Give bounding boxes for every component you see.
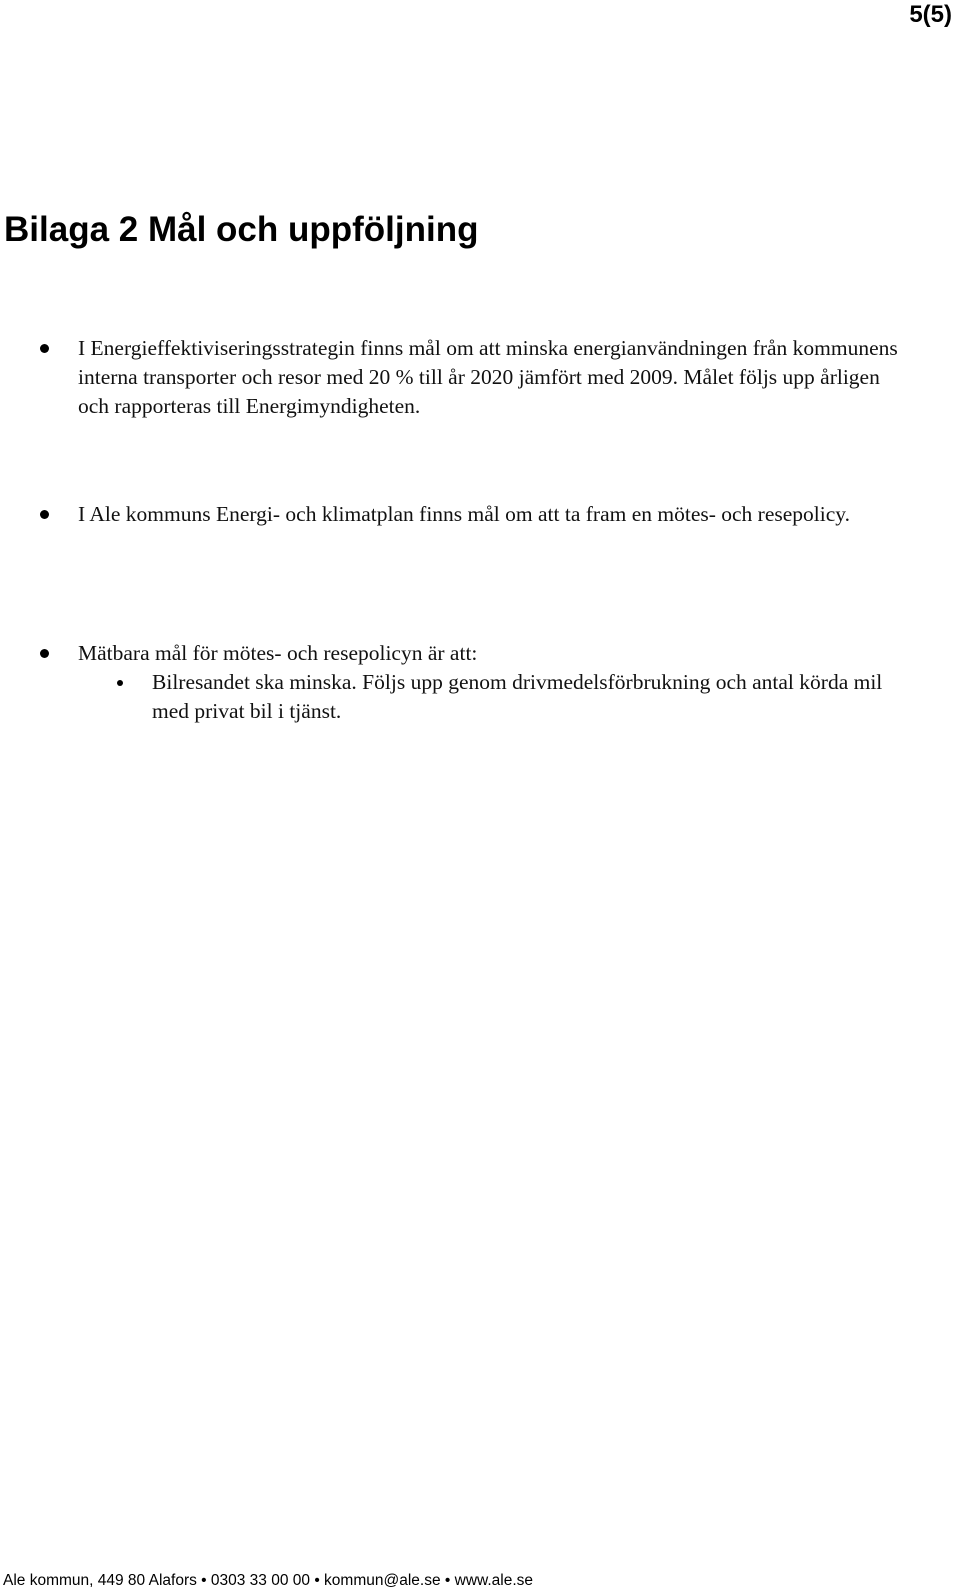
footer-contact: Ale kommun, 449 80 Alafors • 0303 33 00 00 • kommun@ale.se • www.ale.se [3, 1572, 534, 1589]
list-item [0, 500, 900, 529]
sub-list-item-text: Bilresandet ska minska. Följs upp genom drivmedelsförbrukning och antal körda mil med privat bil i tjänst. [152, 670, 883, 723]
bullet-icon [40, 510, 49, 519]
list-item-text: Mätbara mål för mötes- och resepolicyn är att: [78, 641, 478, 665]
bullet-icon [40, 344, 49, 353]
page-number: 5(5) [909, 1, 952, 28]
bullet-list [0, 334, 900, 421]
bullet-list [0, 639, 900, 726]
bullet-list [0, 500, 900, 529]
page-title: Bilaga 2 Mål och uppföljning [4, 210, 479, 249]
list-item [0, 639, 900, 726]
sub-bullet-list [78, 668, 900, 726]
list-item-text: I Energieffektiviseringsstrategin finns mål om att minska energianvändningen från kommunens interna transporter och resor med 20 % till år 2020 jämfört med 2009. Målet följs upp årligen och rapporteras till Energimyndigheten. [78, 336, 898, 418]
list-item-text: I Ale kommuns Energi- och klimatplan finns mål om att ta fram en mötes- och resepolicy. [78, 502, 851, 526]
sub-bullet-icon [117, 680, 123, 686]
sub-list-item [78, 668, 900, 726]
list-item [0, 334, 900, 421]
bullet-icon [40, 649, 49, 658]
